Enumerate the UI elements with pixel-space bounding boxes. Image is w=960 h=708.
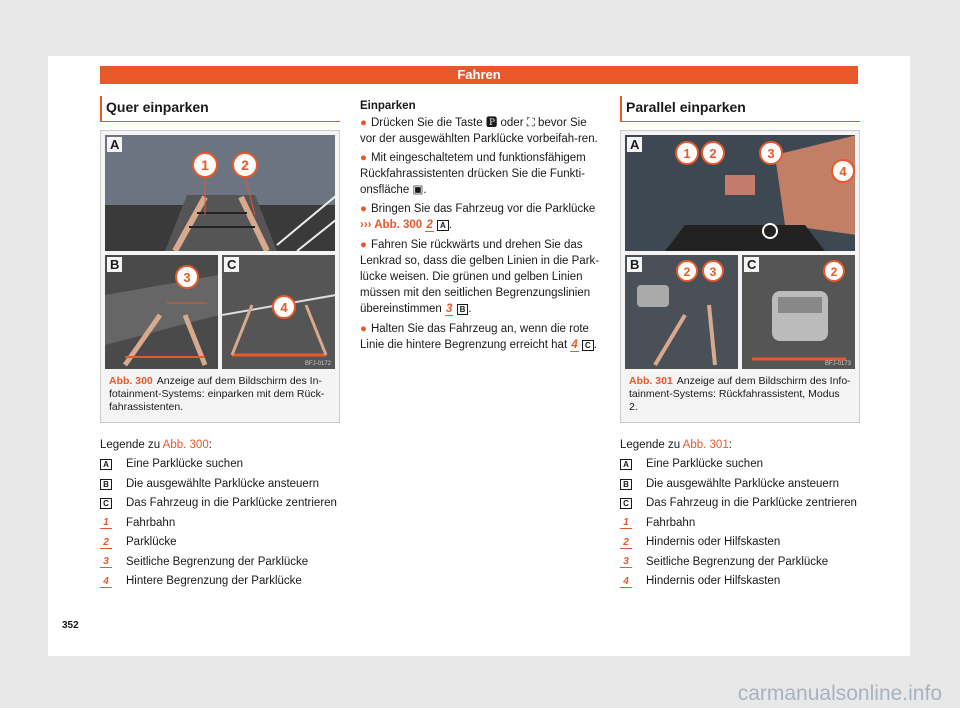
legend-item (620, 475, 860, 495)
callout-2c: 2 (830, 265, 838, 279)
legend-text: Parklücke (126, 536, 177, 548)
legend-item (100, 553, 340, 573)
callout-2b: 2 (683, 265, 691, 279)
page-number: 352 (62, 620, 79, 631)
legend-text: Das Fahrzeug in die Parklücke zentrieren (126, 497, 337, 509)
legend-title: Legende zu Abb. 300: (100, 439, 212, 451)
figure-caption (105, 369, 335, 418)
legend-text: Hindernis oder Hilfskasten (646, 575, 781, 587)
legend-item (100, 533, 340, 553)
legend-item (620, 455, 860, 475)
figure-panel-a (625, 135, 855, 251)
legend-key: 4 (100, 576, 112, 588)
park-assist-icon: ⛶ (526, 117, 535, 129)
figure-panel-a (105, 135, 335, 251)
legend-figure-link[interactable]: Abb. 300 (162, 439, 209, 451)
legend-key: 4 (620, 576, 632, 588)
section-title-quer: Quer einparken (100, 96, 340, 122)
figure-letter-a: A (627, 137, 642, 152)
parking-view-a (105, 135, 335, 251)
parking-view-b (105, 255, 218, 369)
legend-list-right (620, 455, 860, 592)
left-column (100, 96, 340, 592)
legend-key: C (620, 498, 632, 509)
callout-4: 4 (839, 164, 847, 179)
caption-text: Anzeige auf dem Bildschirm des In-fotainment-Systems: einparken mit dem Rück-fahrassistenten. (109, 375, 325, 413)
legend-text: Fahrbahn (646, 516, 696, 529)
callout-1: 1 (683, 146, 691, 161)
step-5: ● Halten Sie das Fahrzeug an, wenn die rote Linie die hintere Begrenzung erreicht hat 4 C . (360, 323, 597, 351)
figure-code: BFJ-0173 (824, 361, 851, 367)
function-button-icon: ▣ (412, 184, 424, 196)
figure-301 (620, 130, 860, 423)
callout-3: 3 (767, 146, 775, 161)
legend-key: 2 (100, 537, 112, 549)
legend-key: 3 (100, 556, 112, 568)
figure-letter-c: C (224, 257, 239, 272)
figure-panel-c (742, 255, 855, 369)
einparken-heading: Einparken (360, 100, 416, 112)
chapter-header: Fahren (100, 66, 858, 84)
park-button-icon: 🅿 (485, 117, 498, 129)
figure-letter-c: C (744, 257, 759, 272)
middle-column (360, 96, 600, 354)
legend-key: A (100, 459, 112, 470)
legend-key: 2 (620, 537, 632, 549)
callout-3: 3 (183, 270, 191, 285)
parallel-view-a (625, 135, 855, 251)
watermark: carmanualsonline.info (737, 682, 942, 705)
step-1: ● Drücken Sie die Taste 🅿 oder ⛶ bevor Sie vor der ausgewählten Parklücke vorbeifah-ren. (360, 117, 598, 145)
legend-text: Hintere Begrenzung der Parklücke (126, 575, 302, 587)
legend-key: 1 (620, 517, 632, 529)
figure-link-300[interactable]: ››› Abb. 300 (360, 219, 423, 231)
legend-item (620, 514, 860, 534)
right-column (620, 96, 860, 592)
legend-text: Seitliche Begrenzung der Parklücke (126, 555, 309, 568)
legend-item (100, 494, 340, 514)
figure-caption (625, 369, 855, 418)
legend-key: C (100, 498, 112, 509)
parallel-view-b (625, 255, 738, 369)
figure-300 (100, 130, 340, 423)
step-2: ● Mit eingeschaltetem und funktionsfähigem Rückfahrassistenten drücken Sie die Funkti-onsfläche ▣. (360, 152, 586, 196)
step-3: ● Bringen Sie das Fahrzeug vor die Parklücke ››› Abb. 300 2 A . (360, 203, 596, 231)
figure-panel-b (105, 255, 218, 369)
caption-label: Abb. 300 (109, 375, 153, 387)
legend-item (620, 572, 860, 592)
callout-1: 1 (201, 157, 209, 173)
legend-title: Legende zu Abb. 301: (620, 439, 732, 451)
legend-text: Hindernis oder Hilfskasten (646, 536, 781, 548)
legend-text: Seitliche Begrenzung der Parklücke (646, 555, 829, 568)
legend-figure-link[interactable]: Abb. 301 (682, 439, 729, 451)
legend-text: Das Fahrzeug in die Parklücke zentrieren (646, 497, 857, 509)
legend-item (100, 455, 340, 475)
legend-key: B (100, 479, 112, 490)
legend-key: A (620, 459, 632, 470)
legend-item (620, 553, 860, 573)
legend-text: Eine Parklücke suchen (646, 458, 763, 470)
callout-4: 4 (280, 300, 288, 315)
callout-3b: 3 (709, 265, 717, 279)
legend-text: Fahrbahn (126, 516, 176, 529)
step-4: ● Fahren Sie rückwärts und drehen Sie das Lenkrad so, dass die gelben Linien in die Park-lücke weisen. Die grünen und gelben Linien müssen mit den seitlichen Begrenzungslinien übereinstimmen 3 B . (360, 239, 600, 315)
figure-code: BFJ-0172 (304, 361, 331, 367)
caption-text: Anzeige auf dem Bildschirm des Info-tainment-Systems: Rückfahrassistent, Modus 2. (629, 375, 851, 413)
legend-text: Die ausgewählte Parklücke ansteuern (126, 477, 320, 490)
parallel-view-c (742, 255, 855, 369)
legend-key: 3 (620, 556, 632, 568)
figure-letter-b: B (627, 257, 642, 272)
legend-text: Eine Parklücke suchen (126, 458, 243, 470)
parking-view-c (222, 255, 335, 369)
legend-item (100, 572, 340, 592)
legend-key: 1 (100, 517, 112, 529)
legend-item (100, 514, 340, 534)
figure-panel-b (625, 255, 738, 369)
legend-item (620, 533, 860, 553)
legend-list-left (100, 455, 340, 592)
callout-2: 2 (709, 146, 717, 161)
figure-letter-b: B (107, 257, 122, 272)
caption-label: Abb. 301 (629, 375, 673, 387)
legend-key: B (620, 479, 632, 490)
figure-letter-a: A (107, 137, 122, 152)
callout-2: 2 (241, 157, 249, 173)
legend-item (620, 494, 860, 514)
legend-text: Die ausgewählte Parklücke ansteuern (646, 477, 840, 490)
section-title-parallel: Parallel einparken (620, 96, 860, 122)
legend-item (100, 475, 340, 495)
figure-panel-c (222, 255, 335, 369)
